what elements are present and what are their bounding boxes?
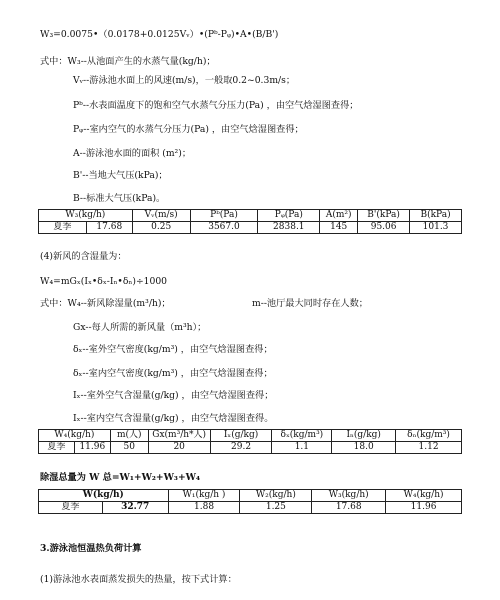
table-header-cell: W₃(kg/h) xyxy=(312,490,386,502)
table-header-cell: Gx(m³/h*人) xyxy=(148,430,210,442)
table-cell: 11.96 xyxy=(74,442,110,454)
table-cell: 2838.1 xyxy=(258,222,320,234)
table-cell: 1.12 xyxy=(396,442,462,454)
pb-definition: Pᵇ--水表面温度下的饱和空气水蒸气分压力(Pa) ，由空气焓湿图查得； xyxy=(73,100,359,111)
table-row xyxy=(39,502,462,514)
table-header-cell: δₓ(kg/m³) xyxy=(272,430,332,442)
table-header-cell: δₙ(kg/m³) xyxy=(396,430,462,442)
table-cell: 夏季 xyxy=(39,442,75,454)
table-cell: 11.96 xyxy=(386,502,462,514)
table-cell: 1.25 xyxy=(240,502,312,514)
table-header-cell: W₄(kg/h) xyxy=(386,490,462,502)
ix-definition: Iₓ--室外空气含湿量(g/kg) ，由空气焓湿图查得； xyxy=(73,390,274,401)
formula-w4: W₄=mGₓ(Iₓ•δₓ-Iₙ•δₙ)÷1000 xyxy=(40,276,168,287)
table-header-cell: m(人) xyxy=(110,430,148,442)
table-cell: 夏季 xyxy=(39,222,87,234)
w3-table xyxy=(38,209,462,234)
table-cell: 50 xyxy=(110,442,148,454)
b-local-definition: B'--当地大气压(kPa)； xyxy=(73,170,168,181)
table-header-cell: W₂(kg/h) xyxy=(240,490,312,502)
table-header-cell: Iₙ(g/kg) xyxy=(332,430,396,442)
table-header-cell: Iₓ(g/kg) xyxy=(210,430,272,442)
table-header-row xyxy=(39,210,462,222)
table-header-cell: B(kPa) xyxy=(410,210,462,222)
where-w3: 式中：W₃--从池面产生的水蒸气量(kg/h)； xyxy=(40,56,216,67)
table-cell: 0.25 xyxy=(132,222,190,234)
pq-definition: Pᵩ--室内空气的水蒸气分压力(Pa) ，由空气焓湿图查得； xyxy=(73,124,304,135)
table-cell: 32.77 xyxy=(102,502,168,514)
table-header-cell: W₃(kg/h) xyxy=(39,210,133,222)
in-definition: Iₓ--室内空气含湿量(g/kg) ，由空气焓湿图查得。 xyxy=(73,413,274,424)
table-header-cell: W₄(kg/h) xyxy=(39,430,111,442)
table-header-cell: Vᵥ(m/s) xyxy=(132,210,190,222)
table-header-cell: Pᵇ(Pa) xyxy=(190,210,258,222)
table-header-cell: W₁(kg/h ) xyxy=(168,490,240,502)
table-cell: 101.3 xyxy=(410,222,462,234)
total-dehumidification-heading: 除湿总量为 W 总=W₁+W₂+W₃+W₄ xyxy=(40,472,201,483)
table-header-cell: Pᵩ(Pa) xyxy=(258,210,320,222)
dn-definition: δₓ--室内空气密度(kg/m³) ，由空气焓湿图查得； xyxy=(73,368,273,379)
dx-definition: δₓ--室外空气密度(kg/m³) ，由空气焓湿图查得； xyxy=(73,344,273,355)
table-cell: 20 xyxy=(148,442,210,454)
section-3-heading: 3.游泳池恒温热负荷计算 xyxy=(40,543,142,554)
table-row xyxy=(39,222,462,234)
table-header-cell: A(m²) xyxy=(320,210,358,222)
vw-definition: Vᵥ--游泳池水面上的风速(m/s)，一般取0.2~0.3m/s； xyxy=(73,75,296,86)
table-cell: 29.2 xyxy=(210,442,272,454)
where-w4: 式中：W₄--新风除湿量(m³/h)； xyxy=(40,298,171,309)
a-definition: A--游泳池水面的面积 (m²)； xyxy=(73,148,192,159)
table-row xyxy=(39,442,462,454)
table-header-row xyxy=(39,430,462,442)
gx-definition: Gx--每人所需的新风量（m³h）； xyxy=(73,322,207,333)
fresh-air-heading: (4)新风的含湿量为： xyxy=(40,251,127,262)
table-header-row xyxy=(39,490,462,502)
table-cell: 3567.0 xyxy=(190,222,258,234)
table-cell: 18.0 xyxy=(332,442,396,454)
w4-table xyxy=(38,429,462,454)
table-cell: 1.88 xyxy=(168,502,240,514)
table-cell: 17.68 xyxy=(312,502,386,514)
formula-w3: W₃=0.0075•（0.0178+0.0125Vᵥ）•(Pᵇ-Pᵩ)•A•(B/B') xyxy=(40,29,279,40)
table-cell: 17.68 xyxy=(86,222,132,234)
evaporation-heading: (1)游泳池水表面蒸发损失的热量，按下式计算： xyxy=(40,574,237,585)
table-cell: 95.06 xyxy=(358,222,410,234)
table-header-cell: B'(kPa) xyxy=(358,210,410,222)
b-std-definition: B--标准大气压(kPa)。 xyxy=(73,193,166,204)
table-cell: 夏季 xyxy=(39,502,103,514)
table-cell: 1.1 xyxy=(272,442,332,454)
m-definition: m--池厅最大同时存在人数； xyxy=(252,298,368,309)
total-table xyxy=(38,489,462,514)
table-cell: 145 xyxy=(320,222,358,234)
table-header-cell: W(kg/h) xyxy=(39,490,169,502)
